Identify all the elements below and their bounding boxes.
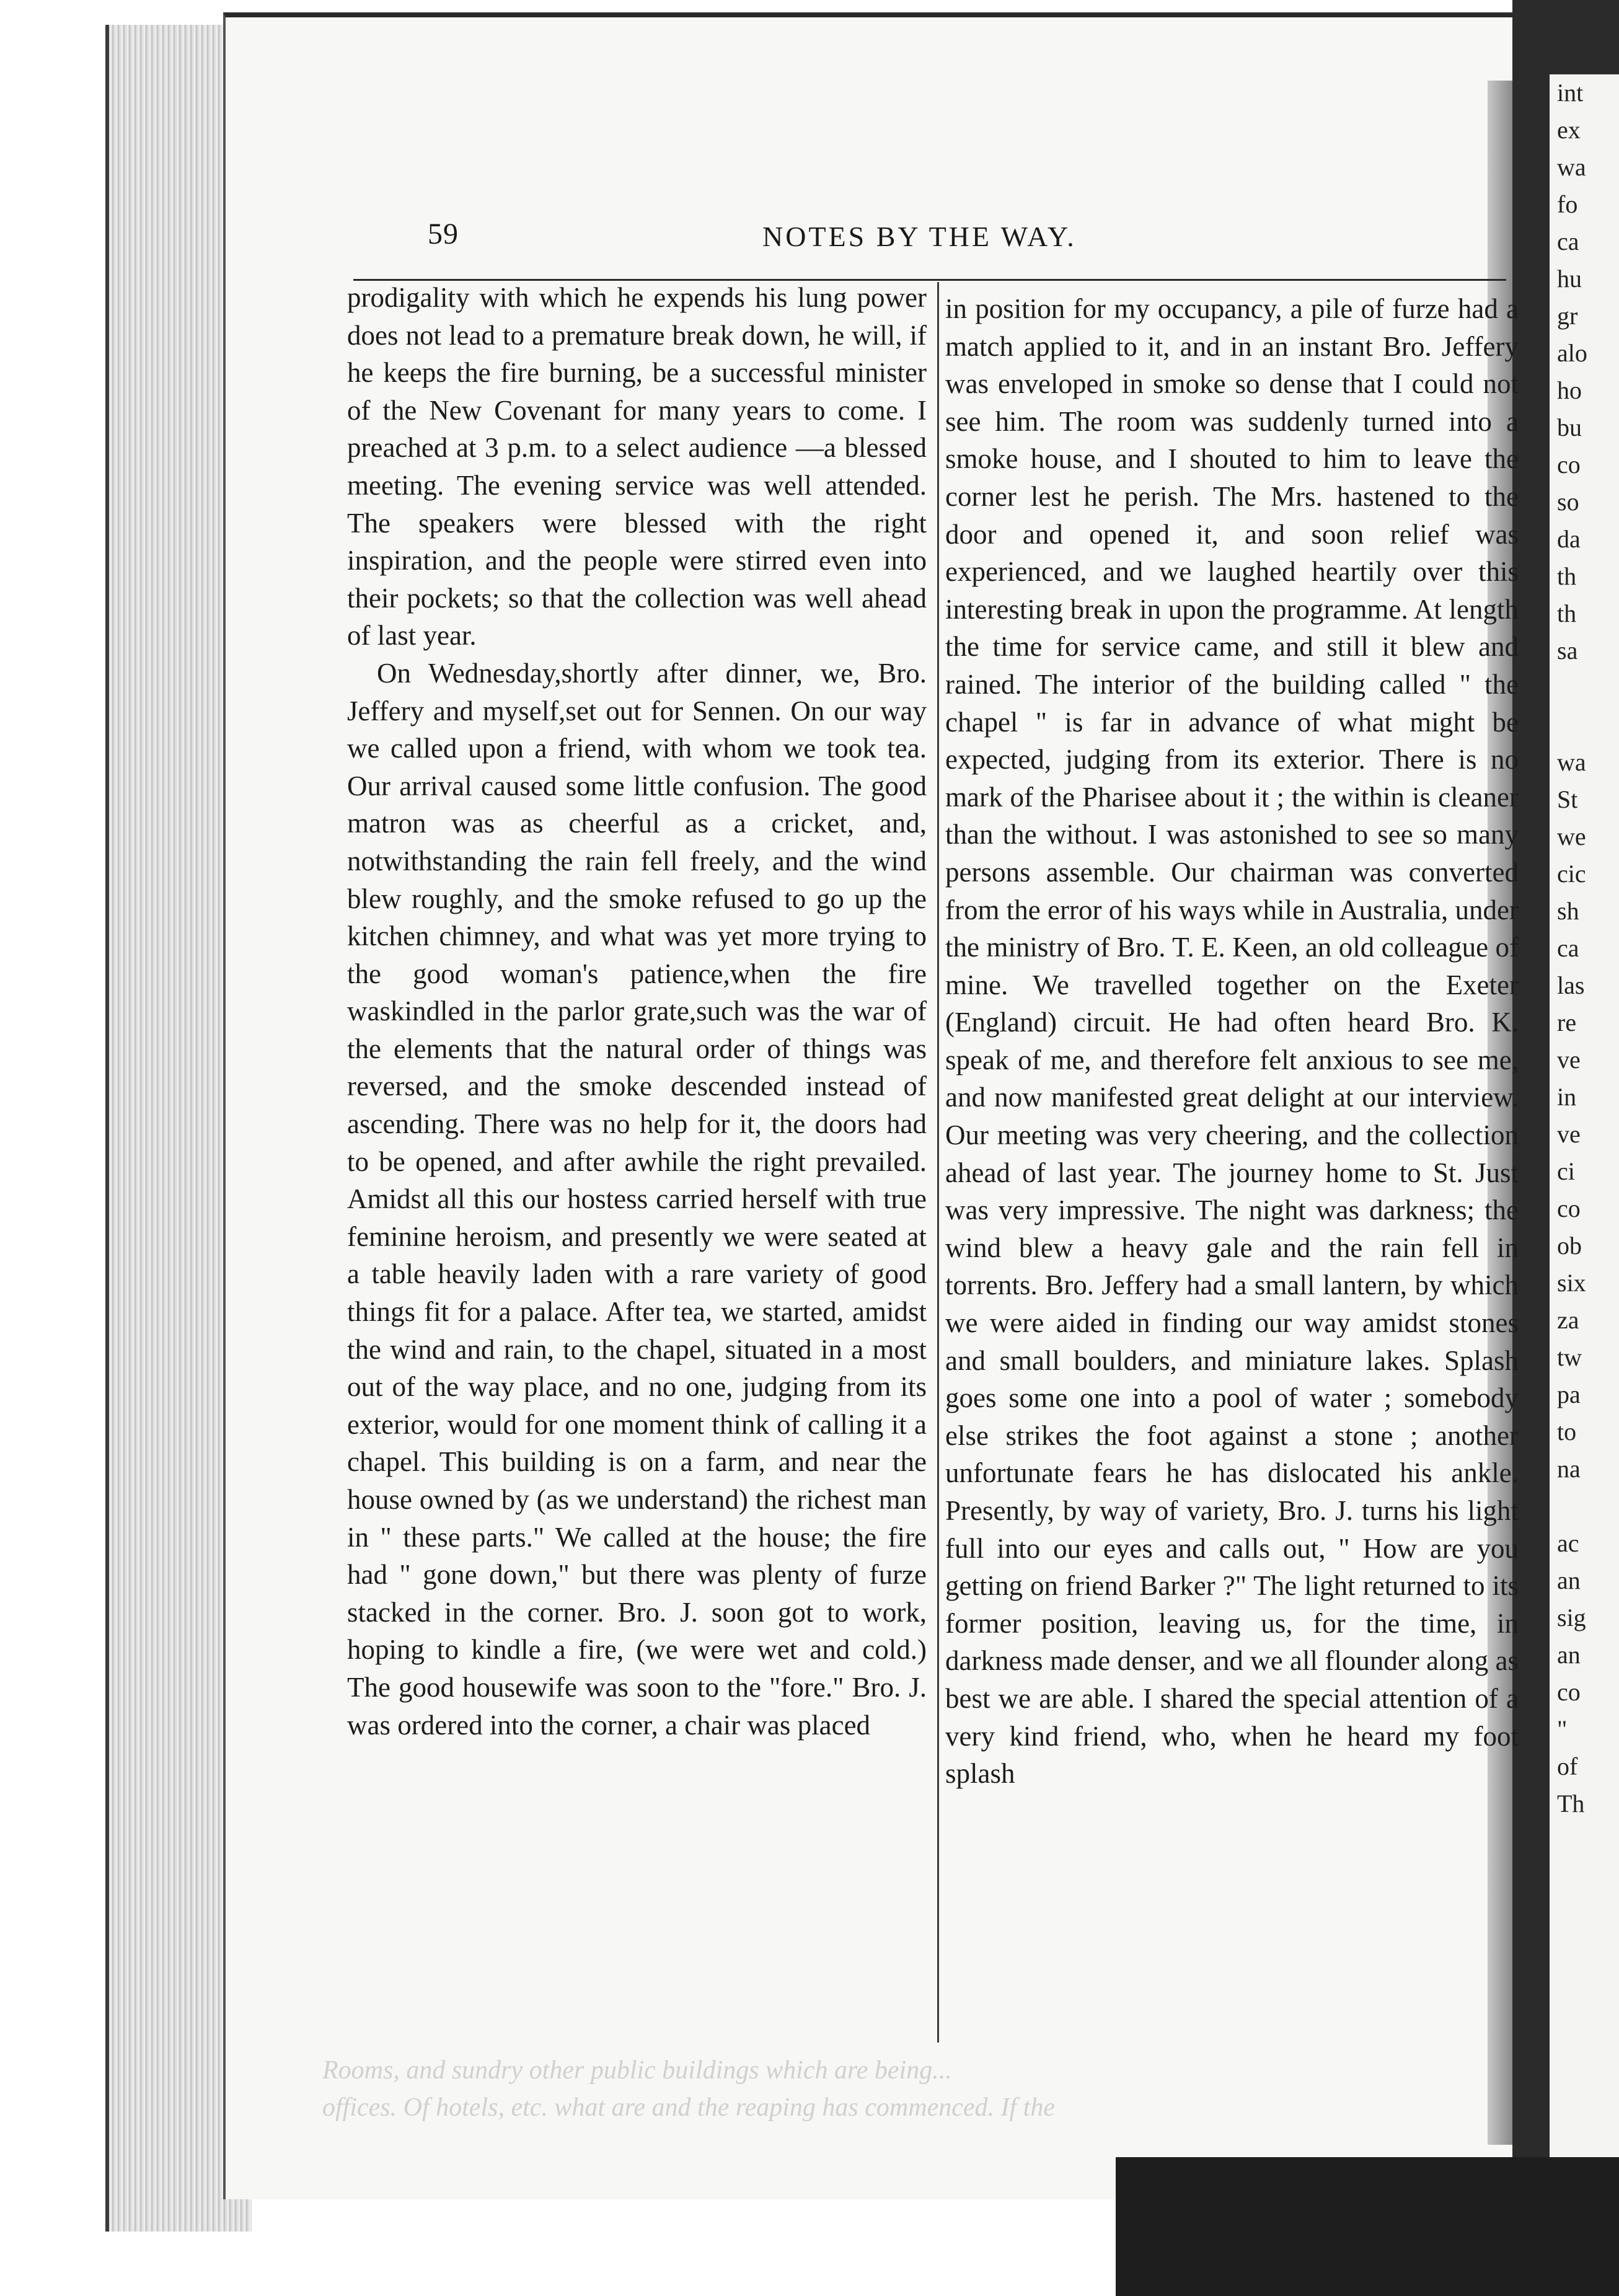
bleed-line: offices. Of hotels, etc. what are and the reaping has commenced. If the bbox=[322, 2093, 1055, 2122]
facing-page-fragment: tw bbox=[1557, 1343, 1582, 1371]
facing-page-fragment: pa bbox=[1557, 1380, 1581, 1408]
facing-page-fragment: ac bbox=[1557, 1529, 1579, 1557]
facing-page-fragment bbox=[1550, 669, 1619, 707]
facing-page-fragment: an bbox=[1557, 1641, 1581, 1669]
facing-page-fragment: St bbox=[1557, 785, 1578, 813]
right-paragraph-1: in position for my occupancy, a pile of furze had a match applied to it, and in an instant Bro. Jeffery was enveloped in smoke so dense that I could not see him. The room was suddenly turned into a smoke house, and I shouted to him to leave the corner lest he perish. The Mrs. hastened to the door and opened it, and soon relief was experienced, and we laughed heartily over this interesting break in upon the programme. At length the time for service came, and still it blew and rained. The interior of the building called " the chapel " is far in advance of what might be expected, judging from its exterior. There is no mark of the Pharisee about it ; the within is cleaner than the without. I was astonished to see so many persons assemble. Our chairman was converted from the error of his ways while in Australia, under the ministry of Bro. T. E. Keen, an old colleague of mine. We travelled together on the Exeter (England) circuit. He had often heard Bro. K. speak of me, and therefore felt anxious to see me, and now manifested great delight at our interview. Our meeting was very cheering, and the collection ahead of last year. The journey home to St. Just was very impressive. The night was darkness; the wind blew a heavy gale and the rain fell in torrents. Bro. Jeffery had a small lantern, by which we were aided in finding our way amidst stones and small boulders, and miniature lakes. Splash goes some one into a pool of water ; somebody else strikes the foot against a stone ; another unfortunate fears he has dislocated his ankle. Presently, by way of variety, Bro. J. turns his light full into our eyes and calls out, " How are you getting on friend Barker ?" The light returned to its former position, leaving us, for the time, in darkness made denser, and we all flounder along as best we are able. I shared the special attention of a very kind friend, who, when he heard my foot splash bbox=[945, 293, 1519, 1790]
facing-page-fragment: to bbox=[1557, 1418, 1577, 1446]
facing-page-fragment: so bbox=[1557, 488, 1579, 516]
facing-page-fragment bbox=[1550, 1488, 1619, 1525]
facing-page-fragment: ci bbox=[1557, 1157, 1575, 1185]
facing-page-fragment: ca bbox=[1557, 934, 1579, 962]
facing-page-fragment: co bbox=[1557, 451, 1581, 479]
facing-page-fragment: ve bbox=[1557, 1046, 1581, 1074]
running-head: NOTES BY THE WAY. bbox=[762, 221, 1077, 252]
facing-page-fragment: th bbox=[1557, 562, 1577, 590]
facing-page-fragment: ve bbox=[1557, 1120, 1581, 1148]
bleed-line: Rooms, and sundry other public buildings which are being... bbox=[322, 2056, 952, 2085]
facing-page-fragment: fo bbox=[1557, 190, 1578, 218]
facing-page-fragment: co bbox=[1557, 1678, 1581, 1706]
facing-page-fragment: we bbox=[1557, 823, 1586, 850]
facing-page-fragment: za bbox=[1557, 1306, 1579, 1334]
scan-bottom-margin bbox=[1116, 2157, 1619, 2296]
facing-page-fragment: las bbox=[1557, 971, 1585, 999]
left-column bbox=[347, 279, 927, 1744]
right-column bbox=[945, 290, 1519, 1793]
page-number: 59 bbox=[428, 218, 459, 250]
column-divider bbox=[937, 282, 939, 2042]
left-paragraph-2: On Wednesday,shortly after dinner, we, Bro. Jeffery and myself,set out for Sennen. On our way we called upon a friend, with whom we took tea. Our arrival caused some little confusion. The good matron was as cheerful as a cricket, and, notwithstanding the rain fell freely, and the wind blew roughly, and the smoke refused to go up the kitchen chimney, and what was yet more trying to the good woman's patience,when the fire waskindled in the parlor grate,such was the war of the elements that the natural order of things was reversed, and the smoke descended instead of ascending. There was no help for it, the doors had to be opened, and after awhile the right prevailed. Amidst all this our hostess carried herself with true feminine heroism, and presently we were seated at a table heavily laden with a rare variety of good things fit for a palace. After tea, we started, amidst the wind and rain, to the chapel, situated in a most out of the way place, and no one, judging from its exterior, would for one moment think of calling it a chapel. This building is on a farm, and near the house owned by (as we understand) the richest man in " these parts." We called at the house; the fire had " gone down," but there was plenty of furze stacked in the corner. Bro. J. soon got to work, hoping to kindle a fire, (we were wet and cold.) The good housewife was soon to the "fore." Bro. J. was ordered into the corner, a chair was placed bbox=[347, 657, 927, 1741]
facing-page-fragment: bu bbox=[1557, 413, 1582, 441]
facing-page-fragment: ho bbox=[1557, 376, 1582, 404]
facing-page-fragment: int bbox=[1557, 79, 1584, 107]
facing-page-fragment: an bbox=[1557, 1566, 1581, 1594]
facing-page-fragment: ex bbox=[1557, 116, 1581, 144]
facing-page-fragment: sh bbox=[1557, 897, 1579, 925]
facing-page-fragment: sa bbox=[1557, 637, 1578, 665]
facing-page-fragment: wa bbox=[1557, 748, 1586, 776]
facing-page-fragment: cic bbox=[1557, 860, 1586, 888]
facing-page-fragment: alo bbox=[1557, 339, 1587, 367]
facing-page-fragment: ob bbox=[1557, 1232, 1582, 1260]
facing-page-fragment: th bbox=[1557, 599, 1577, 627]
facing-page-fragment: re bbox=[1557, 1009, 1577, 1036]
facing-page-fragment: " bbox=[1557, 1715, 1568, 1743]
facing-page-fragment: ca bbox=[1557, 227, 1579, 255]
facing-page-fragment: in bbox=[1557, 1083, 1577, 1111]
bleed-through-text bbox=[322, 2052, 1475, 2126]
facing-page-fragment bbox=[1550, 707, 1619, 744]
facing-page-fragment: six bbox=[1557, 1269, 1586, 1297]
facing-page bbox=[1550, 74, 1619, 2194]
facing-page-fragment: da bbox=[1557, 525, 1581, 553]
facing-page-fragment: sig bbox=[1557, 1604, 1586, 1631]
facing-page-fragment: Th bbox=[1557, 1790, 1585, 1817]
facing-page-fragment: of bbox=[1557, 1752, 1578, 1780]
facing-page-fragment: na bbox=[1557, 1455, 1581, 1483]
facing-page-fragment: gr bbox=[1557, 302, 1578, 330]
facing-page-fragment: co bbox=[1557, 1194, 1581, 1222]
left-paragraph-1: prodigality with which he expends his lung power does not lead to a premature break down, he will, if he keeps the fire burning, be a successful minister of the New Covenant for many years to come. I preached at 3 p.m. to a select audience —a blessed meeting. The evening service was well attended. The speakers were blessed with the right inspiration, and the people were stirred even into their pockets; so that the collection was well ahead of last year. bbox=[347, 282, 927, 651]
facing-page-fragment: hu bbox=[1557, 265, 1582, 293]
facing-page-fragment: wa bbox=[1557, 153, 1586, 181]
